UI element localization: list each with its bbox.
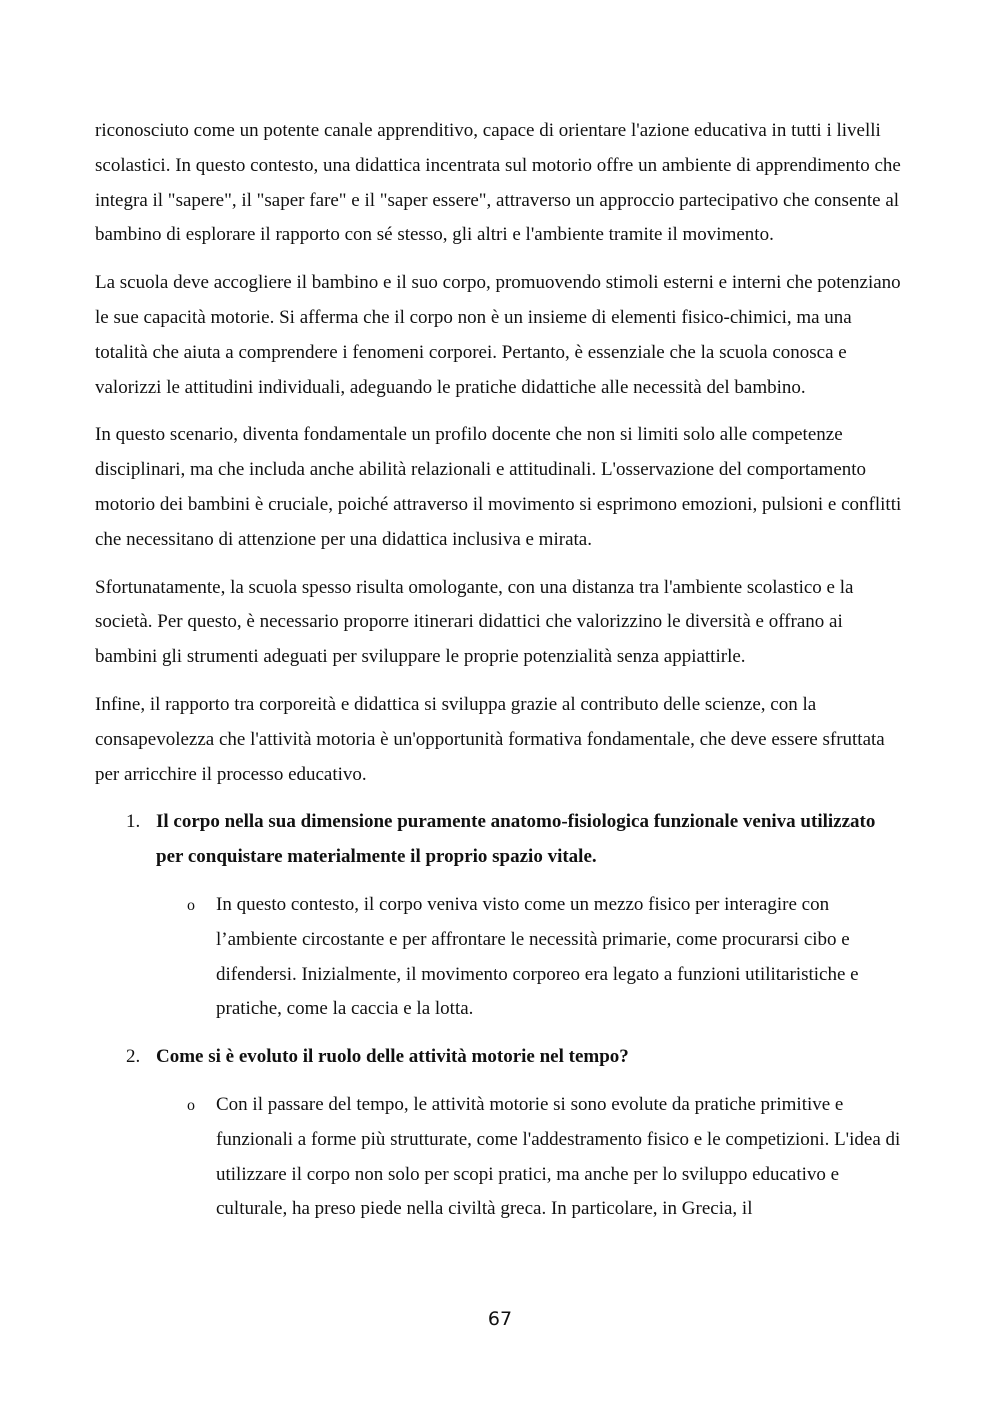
bullet-icon: o	[187, 1096, 195, 1114]
bullet-icon: o	[187, 896, 195, 914]
list-heading: Il corpo nella sua dimensione puramente anatomo-fisiologica funzionale veniva utilizzato per conquistare materialmente il proprio spazio vitale.	[156, 811, 876, 868]
page-number: 67	[487, 1308, 513, 1330]
list-number: 2.	[126, 1046, 141, 1068]
sub-list-text: In questo contesto, il corpo veniva visto come un mezzo fisico per interagire con l’ambiente circostante e per affrontare le necessità primarie, come procurarsi cibo e difendersi. Inizialmente, il movimento corporeo era legato a funzioni utilitaristiche e pratiche, come la caccia e la lotta.	[216, 893, 859, 1020]
sub-list	[156, 1088, 903, 1227]
sub-list-text: Con il passare del tempo, le attività motorie si sono evolute da pratiche primitive e funzionali a forme più strutturate, come l'addestramento fisico e le competizioni. L'idea di utilizzare il corpo non solo per scopi pratici, ma anche per lo sviluppo educativo e culturale, ha preso piede nella civiltà greca. In particolare, in Grecia, il	[216, 1093, 901, 1220]
sub-list-item	[156, 888, 903, 1027]
paragraph: La scuola deve accogliere il bambino e il suo corpo, promuovendo stimoli esterni e interni che potenziano le sue capacità motorie. Si afferma che il corpo non è un insieme di elementi fisico-chimici, ma una totalità che aiuta a comprendere i fenomeni corporei. Pertanto, è essenziale che la scuola conosca e valorizzi le attitudini individuali, adeguando le pratiche didattiche alle necessità del bambino.	[95, 272, 901, 398]
list-number: 1.	[126, 811, 141, 833]
paragraph: Sfortunatamente, la scuola spesso risulta omologante, con una distanza tra l'ambiente scolastico e la società. Per questo, è necessario proporre itinerari didattici che valorizzino le diversità e offrano ai bambini gli strumenti adeguati per sviluppare le proprie potenzialità senza appiattirle.	[95, 576, 854, 668]
page-body	[95, 114, 903, 1240]
paragraph: In questo scenario, diventa fondamentale un profilo docente che non si limiti solo alle competenze disciplinari, ma che includa anche abilità relazionali e attitudinali. L'osservazione del comportamento motorio dei bambini è cruciale, poiché attraverso il movimento si esprimono emozioni, pulsioni e conflitti che necessitano di attenzione per una didattica inclusiva e mirata.	[95, 424, 902, 550]
numbered-list	[95, 805, 903, 1227]
sub-list	[156, 888, 903, 1027]
paragraph: riconosciuto come un potente canale apprenditivo, capace di orientare l'azione educativa in tutti i livelli scolastici. In questo contesto, una didattica incentrata sul motorio offre un ambiente di apprendimento che integra il "sapere", il "saper fare" e il "saper essere", attraverso un approccio partecipativo che consente al bambino di esplorare il rapporto con sé stesso, gli altri e l'ambiente tramite il movimento.	[95, 120, 901, 246]
list-item	[95, 805, 903, 1027]
paragraph: Infine, il rapporto tra corporeità e didattica si sviluppa grazie al contributo delle scienze, con la consapevolezza che l'attività motoria è un'opportunità formativa fondamentale, che deve essere sfruttata per arricchire il processo educativo.	[95, 693, 885, 785]
list-item	[95, 1040, 903, 1227]
sub-list-item	[156, 1088, 903, 1227]
list-heading: Come si è evoluto il ruolo delle attività motorie nel tempo?	[156, 1046, 629, 1068]
